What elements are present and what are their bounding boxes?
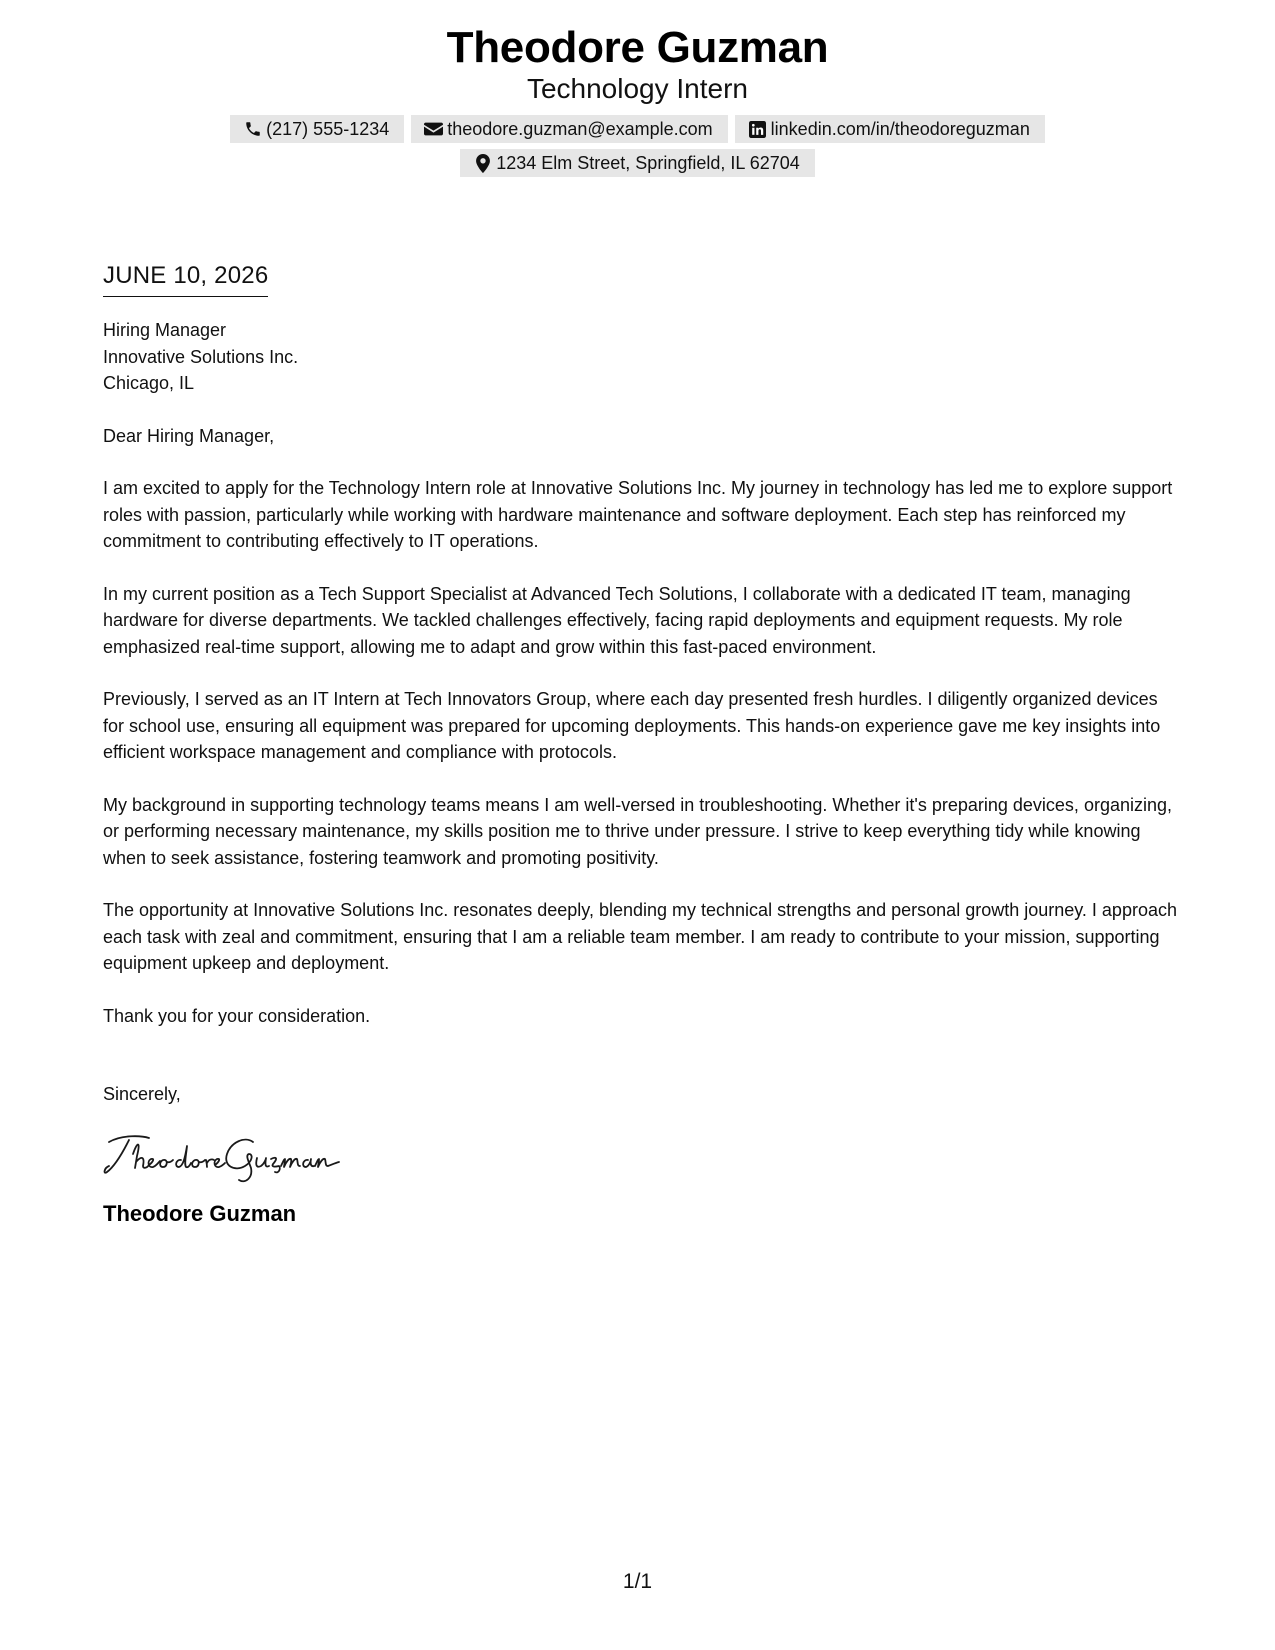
contact-email-text: theodore.guzman@example.com [447,119,713,139]
letter-body [103,262,1178,1228]
contact-row [0,115,1275,143]
letter-header [0,22,1275,177]
contact-address[interactable] [460,149,815,177]
envelope-icon [424,120,443,139]
closing: Sincerely, [103,1084,181,1104]
map-marker-icon [473,154,492,173]
body-paragraph: My background in supporting technology teams means I am well-versed in troubleshooting. Whether it's preparing devices, organizing, or performing necessary maintenance, my skills position me to thrive under pressure. I strive to keep everything tidy while knowing when to seek assistance, fostering teamwork and promoting positivity. [103,794,1172,868]
contact-linkedin[interactable] [735,115,1045,143]
closing-thanks: Thank you for your consideration. [103,1005,371,1026]
body-paragraph: In my current position as a Tech Support Specialist at Advanced Tech Solutions, I collaborate with a dedicated IT team, managing hardware for diverse departments. We tackled challenges effectively, facing rapid deployments and equipment requests. My role emphasized real-time support, allowing me to adapt and grow within this fast-paced environment. [103,583,1131,657]
letter-date-wrapper [103,262,268,297]
applicant-title: Technology Intern [526,73,749,104]
recipient-block [103,317,1178,397]
contact-phone[interactable] [230,115,404,143]
contact-phone-text: (217) 555-1234 [266,119,390,139]
recipient-line: Innovative Solutions Inc. [103,346,299,367]
handwritten-signature [103,1128,1178,1188]
page-number: 1/1 [622,1570,653,1593]
applicant-name: Theodore Guzman [446,23,829,72]
phone-icon [243,120,262,139]
contact-email[interactable] [411,115,727,143]
body-paragraph: Previously, I served as an IT Intern at Tech Innovators Group, where each day presented fresh hurdles. I diligently organized devices for school use, ensuring all equipment was prepared for upcoming deployments. This hands-on experience gave me key insights into efficient workspace management and compliance with protocols. [103,689,1161,762]
linkedin-icon [748,120,767,139]
contact-row-address [0,149,1275,177]
recipient-line: Chicago, IL [103,373,195,393]
signature-image [103,1128,373,1188]
recipient-line: Hiring Manager [103,320,227,340]
contact-address-text: 1234 Elm Street, Springfield, IL 62704 [496,153,800,173]
salutation: Dear Hiring Manager, [103,425,275,446]
contact-linkedin-text: linkedin.com/in/theodoreguzman [770,119,1030,139]
body-paragraph: I am excited to apply for the Technology Intern role at Innovative Solutions Inc. My journey in technology has led me to explore support roles with passion, particularly while working with hardware maintenance and software deployment. Each step has reinforced my commitment to contributing effectively to IT operations. [103,478,1173,551]
signer-name: Theodore Guzman [103,1200,297,1226]
letter-date: JUNE 10, 2026 [103,262,269,289]
body-paragraph: The opportunity at Innovative Solutions Inc. resonates deeply, blending my technical strengths and personal growth journey. I approach each task with zeal and commitment, ensuring that I am a reliable team member. I am ready to contribute to your mission, supporting equipment upkeep and deployment. [103,900,1177,973]
